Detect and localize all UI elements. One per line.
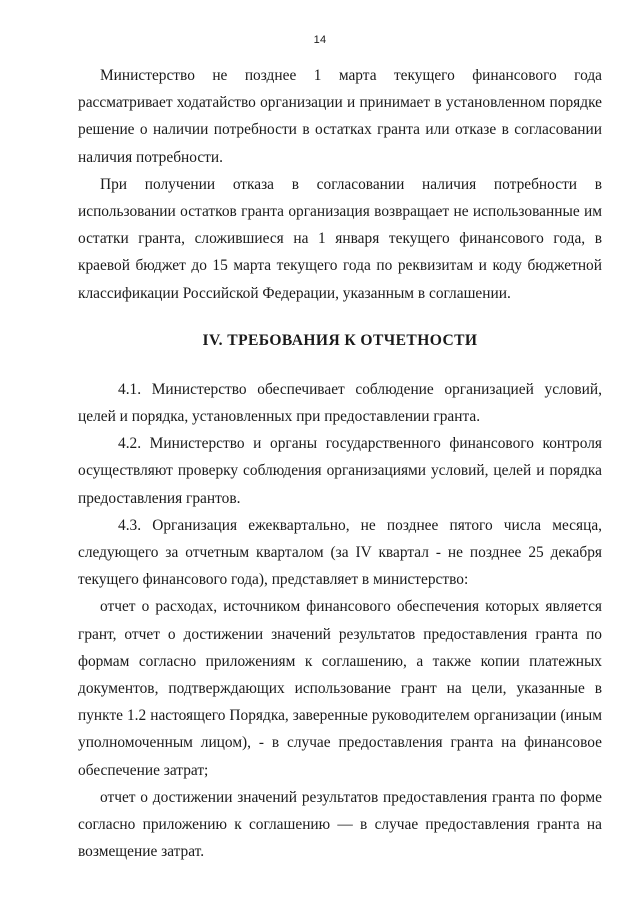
page-number: 14 [313,34,327,46]
paragraph-results-report: отчет о достижении значений результатов предоставления гранта по форме согласно приложению к соглашению — в случае предоставления гранта на возмещение затрат. [78,788,602,861]
document-body [78,62,602,865]
paragraph-ministry-review: Министерство не позднее 1 марта текущего финансового года рассматривает ходатайство организации и принимает в установленном порядке решение о наличии потребности в остатках гранта или отказе в согласовании наличия потребности. [78,67,602,166]
paragraph-4-2: 4.2. Министерство и органы государственного финансового контроля осуществляют проверку соблюдения организациями условий, целей и порядка предоставления грантов. [78,435,602,507]
section-heading: IV. ТРЕБОВАНИЯ К ОТЧЕТНОСТИ [202,331,478,349]
paragraph-4-1: 4.1. Министерство обеспечивает соблюдение организацией условий, целей и порядка, установленных при предоставлении гранта. [78,380,602,426]
paragraph-4-3: 4.3. Организация ежеквартально, не позднее пятого числа месяца, следующего за отчетным кварталом (за IV квартал - не позднее 25 декабря текущего финансового года), представляет в министерство: [78,516,602,589]
paragraph-refusal-return: При получении отказа в согласовании наличия потребности в использовании остатков гранта организация возвращает не использованные им остатки гранта, сложившиеся на 1 января текущего финансового года, в краевой бюджет до 15 марта текущего года по реквизитам и коду бюджетной классификации Российской Федерации, указанным в соглашении. [78,175,602,302]
paragraph-expense-report: отчет о расходах, источником финансового обеспечения которых является грант, отчет о достижении значений результатов предоставления гранта по формам согласно приложениям к соглашению, а также копии платежных документов, подтверждающих использование грант на цели, указанные в пункте 1.2 настоящего Порядка, заверенные руководителем организации (иным уполномоченным лицом), - в случае предоставления гранта на финансовое обеспечение затрат; [78,598,602,779]
